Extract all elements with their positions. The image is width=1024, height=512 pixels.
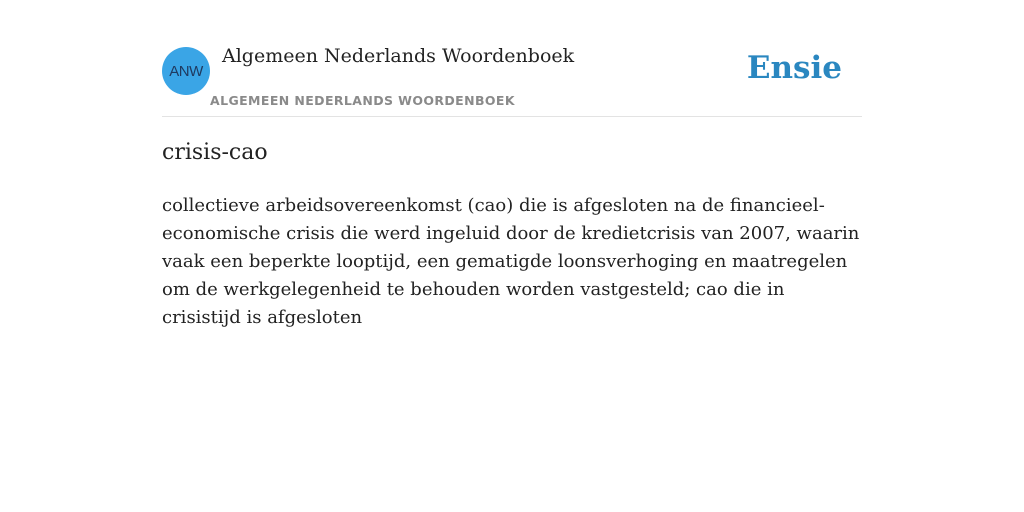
headword: crisis-cao	[162, 140, 268, 165]
source-logo[interactable]	[162, 47, 210, 95]
definition-text: collectieve arbeidsovereenkomst (cao) die is afgesloten na de financieel-economische crisis die werd ingeluid door de kredietcrisis van 2007, waarin vaak een beperkte looptijd, een gematigde loonsverhoging en maatregelen om de werkgelegenheid te behouden worden vastgesteld; cao die in crisistijd is afgesloten	[162, 195, 860, 328]
source-header	[162, 0, 862, 117]
brand-logo-link[interactable]: Ensie	[746, 50, 842, 86]
source-logo-text: ANW	[169, 62, 203, 80]
source-subtitle: ALGEMEEN NEDERLANDS WOORDENBOEK	[210, 93, 515, 108]
dictionary-card	[162, 0, 862, 512]
source-title[interactable]: Algemeen Nederlands Woordenboek	[222, 45, 575, 67]
